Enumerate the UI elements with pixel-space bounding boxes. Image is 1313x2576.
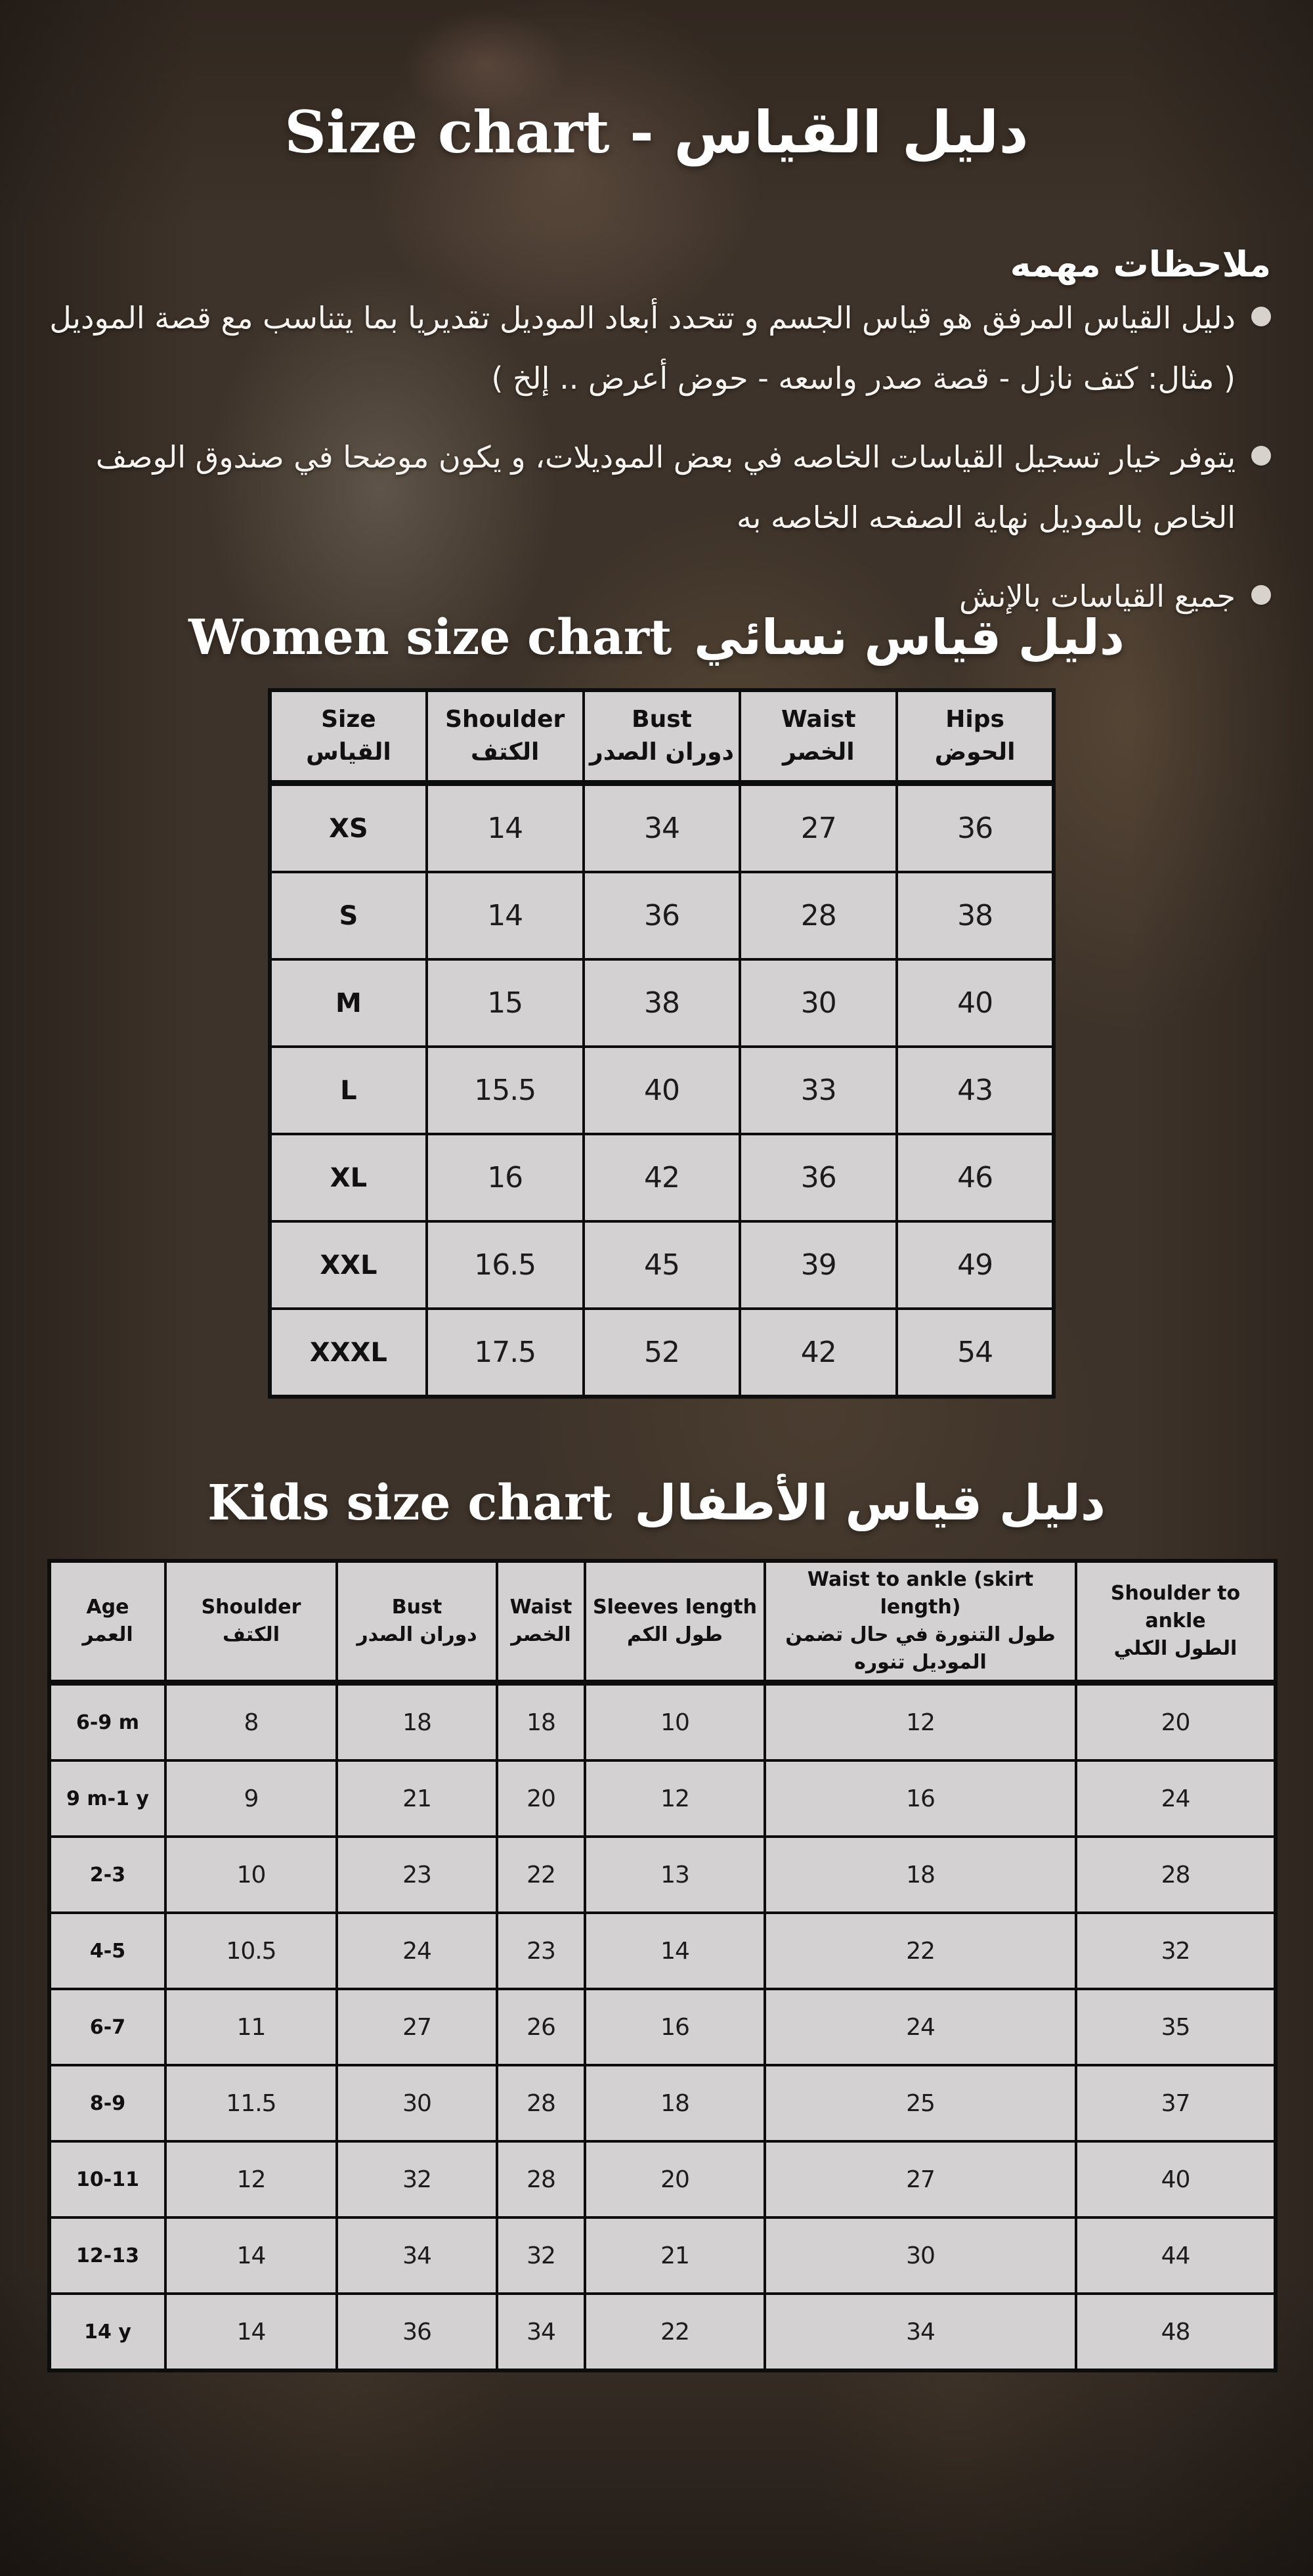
column-header-ar: العمر [82,1623,133,1646]
row-label: 10-11 [49,2141,165,2217]
column-header [427,690,584,783]
note-text: دليل القياس المرفق هو قياس الجسم و تتحدد أبعاد الموديل تقديريا بما يتناسب مع قصة الموديل ( مثال: كتف نازل - قصة صدر واسعه - حوض أعرض .. إلخ ) [49,300,1236,396]
table-cell: 36 [740,1134,897,1221]
women-table-header-row [270,690,1054,783]
table-cell: 24 [1076,1760,1276,1837]
table-cell: 28 [1076,1837,1276,1913]
table-cell: 34 [497,2294,585,2370]
table-cell: 42 [740,1309,897,1397]
table-cell: 28 [740,872,897,959]
table-cell: 14 [165,2294,337,2370]
table-cell: 11.5 [165,2065,337,2141]
women-section-title [0,609,1313,666]
table-cell: 20 [585,2141,765,2217]
column-header [49,1561,165,1683]
table-cell: 22 [765,1913,1076,1989]
table-row [270,1047,1054,1134]
table-cell: 39 [740,1221,897,1309]
kids-size-table [47,1559,1278,2372]
table-cell: 37 [1076,2065,1276,2141]
table-cell: 18 [585,2065,765,2141]
notes-list [46,288,1271,645]
table-cell: 18 [497,1683,585,1761]
row-label: 14 y [49,2294,165,2370]
table-cell: 30 [740,959,897,1047]
table-cell: 12 [765,1683,1076,1761]
column-header-ar: الخصر [511,1623,571,1646]
row-label: M [270,959,427,1047]
column-header-en: Size [321,705,376,733]
table-cell: 22 [585,2294,765,2370]
column-header [497,1561,585,1683]
table-cell: 42 [584,1134,741,1221]
table-cell: 33 [740,1047,897,1134]
table-cell: 40 [584,1047,741,1134]
table-cell: 27 [337,1989,497,2065]
table-cell: 32 [337,2141,497,2217]
table-row [270,1309,1054,1397]
table-cell: 9 [165,1760,337,1837]
table-row [49,1913,1276,1989]
table-cell: 10 [165,1837,337,1913]
note-text: يتوفر خيار تسجيل القياسات الخاصه في بعض الموديلات، و يكون موضحا في صندوق الوصف الخاص بالموديل نهاية الصفحه الخاصه به [95,439,1236,535]
table-cell: 16 [427,1134,584,1221]
table-cell: 10.5 [165,1913,337,1989]
table-cell: 14 [165,2217,337,2294]
kids-table-header-row [49,1561,1276,1683]
table-cell: 20 [497,1760,585,1837]
table-cell: 30 [765,2217,1076,2294]
bullet-dot-icon [1251,446,1271,466]
column-header [1076,1561,1276,1683]
table-cell: 54 [897,1309,1054,1397]
table-cell: 46 [897,1134,1054,1221]
table-cell: 38 [584,959,741,1047]
table-cell: 52 [584,1309,741,1397]
row-label: XL [270,1134,427,1221]
table-cell: 16 [585,1989,765,2065]
note-item [46,427,1271,548]
row-label: 12-13 [49,2217,165,2294]
table-cell: 27 [765,2141,1076,2217]
column-header-en: Shoulder [445,705,565,733]
page-title: Size chart - دليل القياس [284,97,1029,166]
column-header [270,690,427,783]
table-cell: 44 [1076,2217,1276,2294]
table-cell: 14 [585,1913,765,1989]
table-cell: 12 [585,1760,765,1837]
table-cell: 38 [897,872,1054,959]
row-label: 6-7 [49,1989,165,2065]
table-cell: 14 [427,872,584,959]
column-header [740,690,897,783]
table-row [270,959,1054,1047]
row-label: S [270,872,427,959]
table-cell: 40 [897,959,1054,1047]
table-row [49,2217,1276,2294]
column-header [165,1561,337,1683]
table-row [49,1989,1276,2065]
table-cell: 18 [337,1683,497,1761]
table-cell: 34 [337,2217,497,2294]
column-header-en: Waist to ankle (skirt length) [807,1568,1034,1619]
women-size-table [268,688,1056,1399]
kids-section-title-ar: دليل قياس الأطفال [634,1475,1106,1531]
table-cell: 36 [897,783,1054,873]
table-cell: 48 [1076,2294,1276,2370]
table-row [49,1837,1276,1913]
table-cell: 16.5 [427,1221,584,1309]
table-cell: 22 [497,1837,585,1913]
bullet-dot-icon [1251,585,1271,605]
table-cell: 17.5 [427,1309,584,1397]
row-label: 9 m-1 y [49,1760,165,1837]
column-header-ar: دوران الصدر [356,1623,477,1646]
table-cell: 35 [1076,1989,1276,2065]
column-header-en: Bust [632,705,692,733]
table-cell: 16 [765,1760,1076,1837]
women-section-title-ar: دليل قياس نسائي [694,609,1125,666]
column-header [897,690,1054,783]
table-row [270,1221,1054,1309]
column-header [765,1561,1076,1683]
table-cell: 12 [165,2141,337,2217]
column-header-en: Waist [509,1596,572,1619]
column-header-ar: الكتف [223,1623,280,1646]
table-row [49,1760,1276,1837]
row-label: 8-9 [49,2065,165,2141]
row-label: 4-5 [49,1913,165,1989]
column-header-en: Sleeves length [593,1596,757,1619]
bullet-dot-icon [1251,307,1271,326]
table-cell: 25 [765,2065,1076,2141]
column-header-ar: الحوض [934,739,1016,766]
table-cell: 49 [897,1221,1054,1309]
table-row [49,2141,1276,2217]
table-cell: 40 [1076,2141,1276,2217]
column-header-en: Hips [945,705,1004,733]
table-cell: 21 [585,2217,765,2294]
table-cell: 27 [740,783,897,873]
row-label: XXXL [270,1309,427,1397]
table-cell: 43 [897,1047,1054,1134]
table-cell: 23 [337,1837,497,1913]
table-cell: 32 [497,2217,585,2294]
row-label: 2-3 [49,1837,165,1913]
note-item [46,288,1271,408]
table-cell: 15 [427,959,584,1047]
table-cell: 34 [584,783,741,873]
women-section-title-en: Women size chart [188,609,672,666]
row-label: XS [270,783,427,873]
column-header-ar: طول التنورة في حال تضمن الموديل تنوره [785,1623,1056,1674]
table-cell: 24 [337,1913,497,1989]
row-label: L [270,1047,427,1134]
table-cell: 20 [1076,1683,1276,1761]
column-header-ar: الكتف [471,739,540,766]
column-header-ar: الطول الكلي [1113,1637,1238,1660]
table-cell: 28 [497,2141,585,2217]
table-cell: 13 [585,1837,765,1913]
column-header-ar: القياس [306,739,391,766]
table-cell: 34 [765,2294,1076,2370]
column-header [584,690,741,783]
column-header-en: Waist [781,705,856,733]
table-cell: 15.5 [427,1047,584,1134]
table-cell: 18 [765,1837,1076,1913]
table-row [270,1134,1054,1221]
column-header-ar: الخصر [782,739,855,766]
column-header-en: Shoulder to ankle [1110,1582,1241,1632]
table-row [49,1683,1276,1761]
column-header-ar: دوران الصدر [589,739,734,766]
table-row [270,872,1054,959]
column-header-ar: طول الكم [626,1623,723,1646]
column-header-en: Bust [391,1596,442,1619]
table-cell: 24 [765,1989,1076,2065]
note-text: جميع القياسات بالإنش [959,579,1236,614]
kids-section-title [0,1475,1313,1531]
table-cell: 36 [584,872,741,959]
notes-heading: ملاحظات مهمه [1010,243,1271,285]
column-header [585,1561,765,1683]
table-cell: 28 [497,2065,585,2141]
table-cell: 30 [337,2065,497,2141]
table-cell: 36 [337,2294,497,2370]
table-cell: 8 [165,1683,337,1761]
column-header-en: Shoulder [201,1596,301,1619]
kids-section-title-en: Kids size chart [207,1475,613,1531]
column-header [337,1561,497,1683]
table-cell: 26 [497,1989,585,2065]
row-label: 6-9 m [49,1683,165,1761]
table-cell: 11 [165,1989,337,2065]
table-cell: 32 [1076,1913,1276,1989]
table-cell: 10 [585,1683,765,1761]
column-header-en: Age [86,1596,129,1619]
table-row [49,2294,1276,2370]
table-row [270,783,1054,873]
table-cell: 14 [427,783,584,873]
table-row [49,2065,1276,2141]
table-cell: 21 [337,1760,497,1837]
table-cell: 45 [584,1221,741,1309]
row-label: XXL [270,1221,427,1309]
table-cell: 23 [497,1913,585,1989]
